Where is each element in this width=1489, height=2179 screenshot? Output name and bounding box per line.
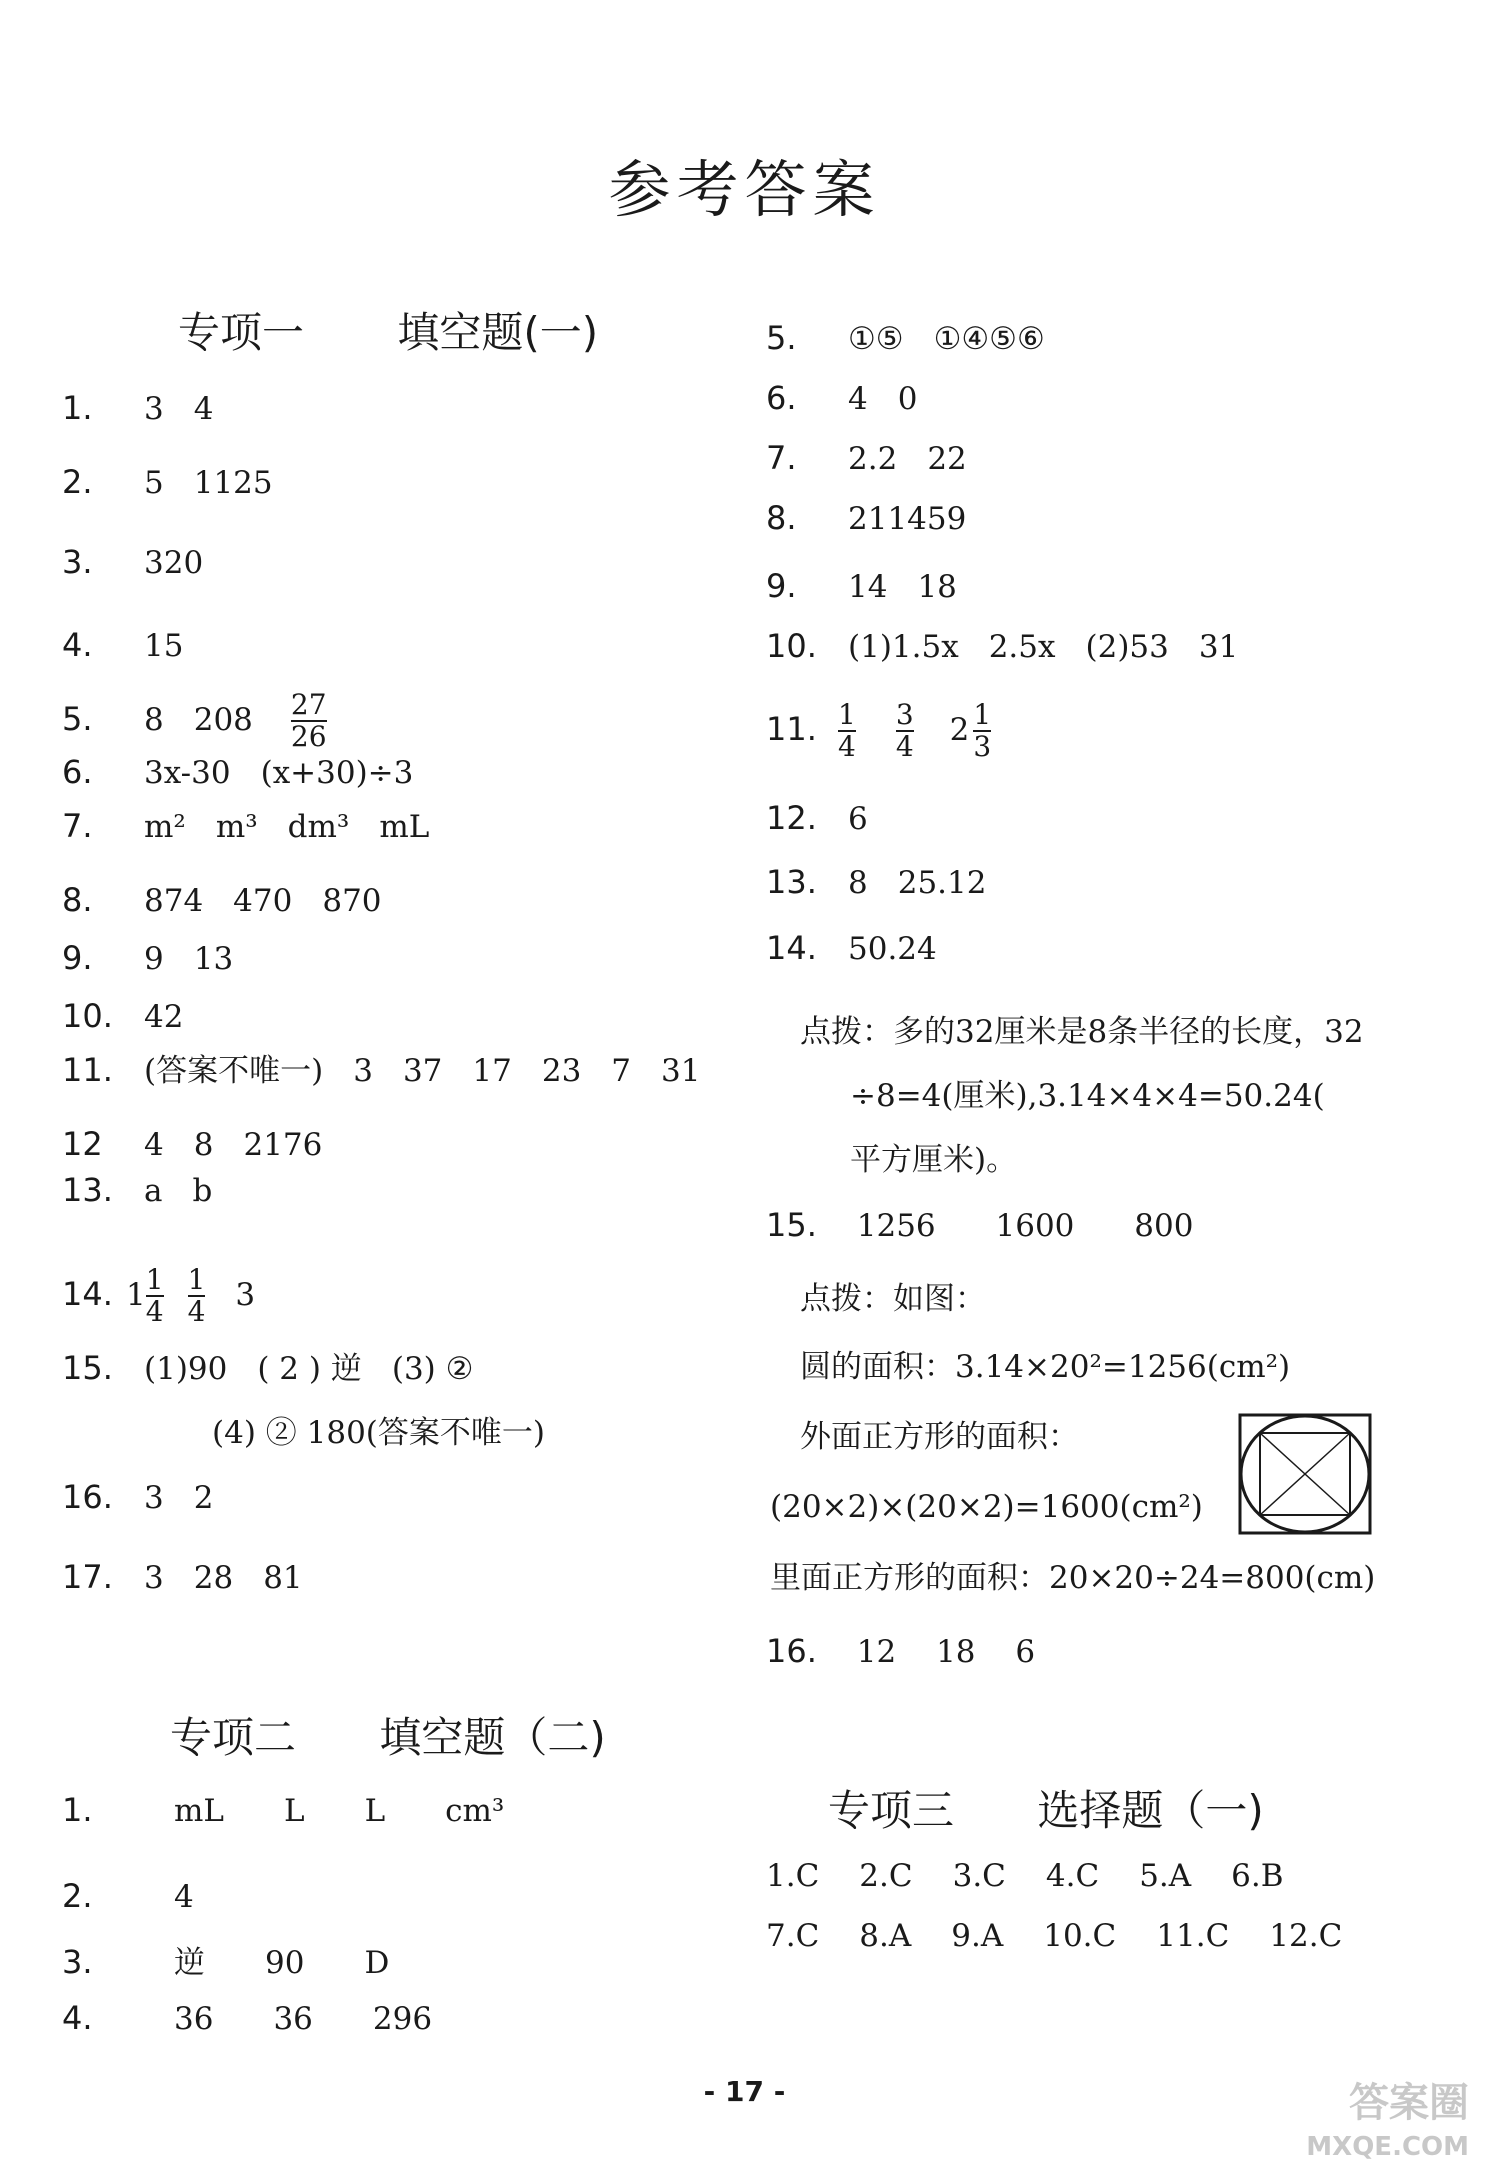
choice-answer: 1.C: [766, 1858, 820, 1894]
question-number: 8.: [766, 499, 797, 537]
choice-row: [766, 1916, 1342, 1956]
choice-answer: 11.C: [1156, 1918, 1230, 1954]
note-15-outer-area: (20×2)×(20×2)=1600(cm²): [770, 1489, 1203, 1525]
question-number: 2.: [62, 1877, 93, 1915]
answer-value: 1256: [856, 1208, 936, 1244]
section-3-name: 专项三: [828, 1786, 955, 1835]
fraction-numerator: 1: [187, 1263, 206, 1296]
answer-value: 208: [193, 701, 253, 738]
note-14-line: 平方厘米)。: [850, 1142, 1018, 1178]
watermark-logo: [1306, 2081, 1469, 2169]
answer-row: [62, 1124, 322, 1165]
answer-row: [62, 1477, 213, 1518]
question-number: 8.: [62, 881, 93, 919]
note-15-inner-area: 里面正方形的面积：20×20÷24=800(cm): [770, 1560, 1376, 1596]
question-number: 5.: [62, 699, 93, 738]
question-number: 13.: [766, 863, 817, 901]
fraction: [146, 1265, 164, 1327]
section-1-name: 专项一: [178, 308, 305, 357]
answer-value: 211459: [848, 501, 967, 537]
answer-value: 36: [174, 2001, 214, 2037]
page-number: - 17 -: [703, 2075, 786, 2108]
question-number: 6.: [766, 379, 797, 417]
answer-value: 1600: [995, 1208, 1075, 1244]
watermark-url: MXQE.COM: [1306, 2132, 1469, 2162]
question-number: 3.: [62, 1943, 93, 1981]
answer-value: 6: [1015, 1634, 1036, 1670]
answer-value: 1125: [193, 465, 273, 501]
answer-value: 4: [174, 1879, 194, 1915]
answer-row: [62, 996, 183, 1037]
answer-value: m²: [144, 809, 186, 845]
answer-row: [766, 928, 937, 969]
answer-row: [62, 1942, 389, 1983]
fraction-denominator: 26: [290, 720, 327, 753]
fraction-denominator: 4: [895, 730, 914, 763]
choice-answer: 12.C: [1269, 1918, 1343, 1954]
answer-value: 31: [661, 1053, 701, 1089]
section-2-name: 专项二: [170, 1713, 297, 1762]
answer-value: 14: [848, 569, 888, 605]
mixed-number-whole: 1: [126, 1276, 146, 1313]
question-number: 10.: [62, 997, 113, 1035]
note-15-circle-area: 圆的面积：3.14×20²=1256(cm²): [800, 1349, 1291, 1385]
question-number: 15.: [62, 1349, 113, 1387]
answer-value: (1)90: [144, 1351, 228, 1387]
circle-square-diagram: [1238, 1413, 1372, 1535]
question-number: 11.: [766, 709, 817, 748]
answer-row: [766, 378, 917, 419]
fraction-denominator: 4: [145, 1295, 164, 1328]
answer-value: 36: [273, 2001, 313, 2037]
fraction: [896, 700, 914, 762]
answer-row: [62, 938, 233, 979]
answer-row: [62, 752, 413, 793]
answer-value: 3: [144, 1560, 164, 1596]
answer-row: [62, 806, 429, 847]
answer-row: [62, 1265, 255, 1327]
question-number: 10.: [766, 627, 817, 665]
answer-row: [62, 1790, 504, 1831]
answer-row: [62, 690, 327, 752]
section-1-type: 填空题(一): [397, 308, 599, 357]
answer-value: 470: [233, 883, 293, 919]
question-number: 15.: [766, 1206, 817, 1244]
answer-value: dm³: [287, 809, 350, 845]
choice-answer: 7.C: [766, 1918, 820, 1954]
choice-answer: 10.C: [1043, 1918, 1117, 1954]
answer-value: 0: [897, 381, 918, 417]
answer-row: [62, 1998, 432, 2039]
answer-row: [62, 625, 183, 666]
question-number: 5.: [766, 319, 797, 357]
mixed-number-whole: 2: [949, 711, 970, 748]
answer-row-16: [766, 1631, 1035, 1672]
note-15-title: 点拨：如图：: [800, 1281, 986, 1317]
question-number: 1.: [62, 1791, 93, 1829]
answer-value: (4) ② 180(答案不唯一): [212, 1415, 545, 1451]
answer-value: 3: [144, 1480, 164, 1516]
answer-value: 2.2: [848, 441, 898, 477]
choice-answer: 8.A: [859, 1918, 912, 1954]
answer-value: 7: [611, 1053, 632, 1089]
answer-row: [766, 566, 957, 607]
choice-answer: 3.C: [952, 1858, 1006, 1894]
answer-row: [62, 1876, 194, 1917]
answer-value: 90: [265, 1945, 305, 1981]
page-title: 参考答案: [608, 153, 881, 226]
answer-row: [766, 438, 967, 479]
note-14-line: ÷8=4(厘米),3.14×4×4=50.24(: [850, 1078, 1325, 1114]
answer-value: 6: [848, 801, 868, 837]
answer-value: L: [364, 1793, 386, 1829]
answer-row: [766, 498, 966, 539]
question-number: 3.: [62, 543, 93, 581]
fraction-denominator: 4: [187, 1295, 206, 1328]
answer-value: m³: [215, 809, 258, 845]
answer-value: 2.5x: [988, 629, 1056, 665]
question-number: 17.: [62, 1558, 113, 1596]
answer-value: b: [192, 1173, 213, 1209]
answer-value: 4: [848, 381, 868, 417]
fraction: [973, 700, 991, 762]
answer-value: 3: [353, 1053, 373, 1089]
answer-value: 15: [144, 628, 184, 664]
choice-answer: 2.C: [859, 1858, 913, 1894]
fraction-numerator: 1: [973, 698, 992, 731]
answer-value: 13: [193, 941, 234, 977]
answer-value: 296: [372, 2001, 433, 2037]
fraction: [291, 690, 327, 752]
fraction-denominator: 3: [973, 730, 992, 763]
answer-row: [766, 862, 986, 903]
answer-value: 50.24: [848, 931, 937, 967]
answer-value: cm³: [445, 1793, 505, 1829]
question-number: 9.: [62, 939, 93, 977]
answer-value: 37: [402, 1053, 443, 1089]
answer-row: [62, 1348, 473, 1389]
answer-value: 3: [235, 1276, 256, 1313]
question-number: 4.: [62, 1999, 93, 2037]
answer-value: ①⑤: [848, 321, 904, 357]
answer-value: 逆: [174, 1945, 205, 1981]
answer-value: 12: [856, 1634, 897, 1670]
answer-value: 870: [322, 883, 382, 919]
answer-row: [62, 388, 213, 429]
answer-row: [766, 626, 1238, 667]
choice-answer: 5.A: [1139, 1858, 1192, 1894]
fraction-denominator: 4: [838, 730, 856, 763]
answer-row: [766, 318, 1045, 359]
question-number: 14.: [766, 929, 817, 967]
answer-row: [766, 798, 868, 839]
answer-value: 8: [193, 1127, 214, 1163]
answer-value: ①④⑤⑥: [933, 321, 1045, 357]
question-number: 2.: [62, 463, 93, 501]
answer-value: (2)53: [1085, 629, 1169, 665]
answer-value: (3) ②: [391, 1351, 474, 1387]
answer-value: mL: [174, 1793, 224, 1829]
section-3-type: 选择题（一): [1037, 1786, 1264, 1835]
answer-value: 4: [193, 391, 214, 427]
answer-value: 18: [917, 569, 957, 605]
section-2-type: 填空题（二): [379, 1713, 606, 1762]
answer-row: [62, 1557, 303, 1598]
question-number: 12: [62, 1125, 103, 1163]
question-number: 16.: [766, 1632, 817, 1670]
answer-value: 2: [193, 1480, 214, 1516]
question-number: 6.: [62, 753, 93, 791]
answer-value: 3: [144, 391, 164, 427]
fraction: [838, 700, 856, 762]
answer-value: 2176: [243, 1127, 323, 1163]
question-number: 14.: [62, 1274, 113, 1313]
question-number: 11.: [62, 1051, 113, 1089]
answer-row: [62, 1050, 700, 1091]
answer-value: 28: [193, 1560, 234, 1596]
answer-row-15: [766, 1205, 1193, 1246]
answer-value: 874: [144, 883, 204, 919]
choice-answer: 4.C: [1045, 1858, 1100, 1894]
choice-answer: 9.A: [951, 1918, 1004, 1954]
fraction: [188, 1265, 206, 1327]
question-number: 9.: [766, 567, 797, 605]
section-1-header: [178, 300, 598, 360]
answer-value: 17: [472, 1053, 512, 1089]
section-3-header: [828, 1778, 1264, 1838]
answer-value: L: [283, 1793, 305, 1829]
answer-value: 8: [144, 701, 164, 738]
answer-row: [766, 700, 991, 762]
question-number: 7.: [62, 807, 93, 845]
answer-row: [62, 542, 203, 583]
question-number: 12.: [766, 799, 817, 837]
fraction-numerator: 1: [145, 1263, 164, 1296]
note-14: [800, 1000, 1364, 1192]
choice-row: [766, 1856, 1284, 1896]
answer-value: 22: [927, 441, 967, 477]
question-number: 13.: [62, 1171, 113, 1209]
answer-value: 4: [144, 1127, 164, 1163]
answer-value: (x+30)÷3: [260, 755, 414, 791]
answer-row: [62, 880, 382, 921]
answer-row: [62, 1170, 212, 1211]
answer-value: 25.12: [897, 865, 987, 901]
note-14-line: 点拨：多的32厘米是8条半径的长度，32: [800, 1014, 1364, 1050]
choice-answer: 6.B: [1231, 1858, 1284, 1894]
answer-row: [130, 1413, 545, 1453]
fraction-numerator: 1: [838, 698, 856, 731]
answer-value: mL: [379, 809, 430, 845]
answer-value: 8: [848, 865, 868, 901]
question-number: 1.: [62, 389, 93, 427]
answer-value: 800: [1134, 1208, 1194, 1244]
answer-value: ( 2 ) 逆: [257, 1351, 362, 1387]
note-15-outer-label: 外面正方形的面积：: [800, 1419, 1079, 1455]
question-number: 4.: [62, 626, 93, 664]
answer-value: 81: [263, 1560, 303, 1596]
answer-value: 23: [541, 1053, 582, 1089]
answer-value: 42: [144, 999, 184, 1035]
question-number: 7.: [766, 439, 797, 477]
answer-value: (答案不唯一): [144, 1053, 324, 1089]
fraction-numerator: 27: [290, 688, 327, 721]
fraction-numerator: 3: [895, 698, 914, 731]
answer-value: a: [144, 1173, 163, 1209]
answer-value: 3x-30: [144, 755, 231, 791]
question-number: 16.: [62, 1478, 113, 1516]
answer-value: 9: [144, 941, 164, 977]
watermark-text: 答案圈: [1349, 2080, 1469, 2126]
section-2-header: [170, 1705, 606, 1765]
answer-value: 5: [144, 465, 164, 501]
answer-row: [62, 462, 273, 503]
answer-value: 31: [1198, 629, 1239, 665]
answer-value: D: [364, 1945, 390, 1981]
answer-value: 18: [936, 1634, 976, 1670]
answer-value: 320: [144, 545, 204, 581]
answer-value: (1)1.5x: [848, 629, 959, 665]
